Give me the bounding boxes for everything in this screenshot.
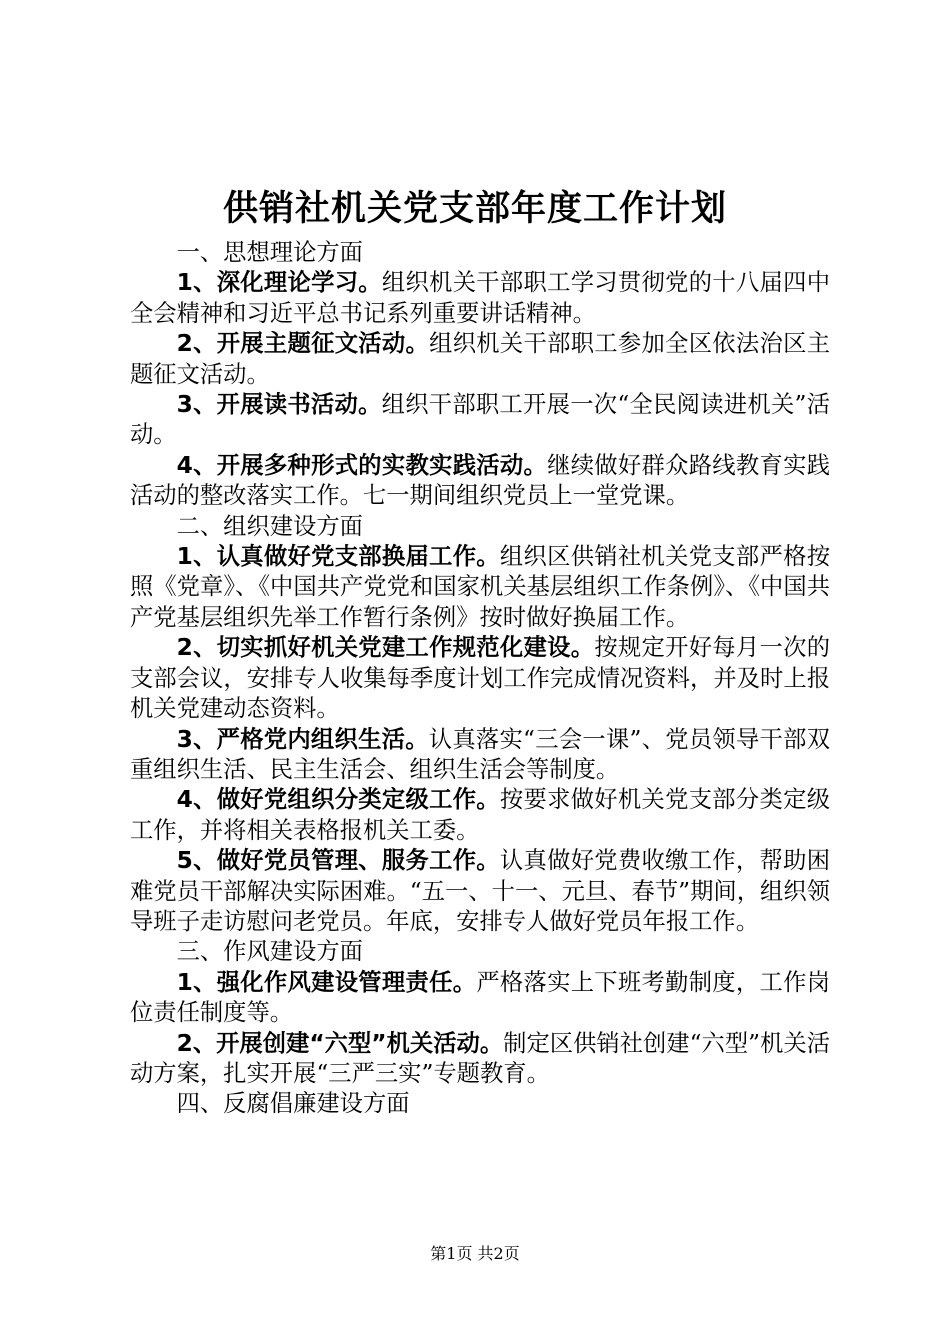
item-lead: 5、做好党员管理、服务工作。	[176, 847, 500, 875]
item-text: 按规定开好每月一次的支部会议，安排专人收集每季度计划工作完成情况资料，并及时上报机关党建动态资料。	[130, 634, 831, 723]
list-item	[130, 451, 830, 512]
section-heading: 三、作风建设方面	[176, 938, 363, 966]
item-text: 认真落实“三会一课”、党员领导干部双重组织生活、民主生活会、组织生活会等制度。	[130, 725, 830, 783]
item-text: 组织机关干部职工学习贯彻党的十八届四中全会精神和习近平总书记系列重要讲话精神。	[130, 269, 830, 327]
item-lead: 1、强化作风建设管理责任。	[176, 968, 477, 996]
item-lead: 4、做好党组织分类定级工作。	[176, 786, 500, 814]
item-text: 组织区供销社机关党支部严格按照《党章》、《中国共产党党和国家机关基层组织工作条例》、《中国共产党基层组织先举工作暂行条例》按时做好换届工作。	[130, 543, 830, 631]
item-text: 严格落实上下班考勤制度，工作岗位责任制度等。	[130, 968, 831, 1027]
section-heading: 四、反腐倡廉建设方面	[176, 1090, 410, 1118]
item-lead: 3、严格党内组织生活。	[176, 725, 429, 753]
page-number-footer: 第1页 共2页	[430, 1244, 520, 1263]
list-item	[130, 633, 830, 724]
item-lead: 2、开展主题征文活动。	[176, 330, 430, 358]
document-body	[130, 238, 830, 1120]
list-item	[130, 785, 830, 846]
list-item	[130, 542, 830, 633]
item-text: 组织机关干部职工参加全区依法治区主题征文活动。	[130, 330, 830, 388]
item-text: 组织干部职工开展一次“全民阅读进机关”活动。	[130, 391, 830, 449]
list-item	[130, 968, 830, 1029]
list-item	[130, 329, 830, 390]
item-text: 认真做好党费收缴工作，帮助困难党员干部解决实际困难。“五一、十一、元旦、春节”期间，组织领导班子走访慰问老党员。年底，安排专人做好党员年报工作。	[130, 847, 830, 935]
list-item	[130, 846, 830, 937]
item-lead: 3、开展读书活动。	[176, 391, 382, 419]
item-text: 继续做好群众路线教育实践活动的整改落实工作。七一期间组织党员上一堂党课。	[130, 451, 831, 510]
section-heading: 二、组织建设方面	[176, 512, 363, 540]
list-item	[130, 1029, 830, 1090]
item-lead: 2、开展创建“六型”机关活动。	[176, 1029, 504, 1057]
section-heading: 一、思想理论方面	[176, 239, 363, 266]
item-text: 制定区供销社创建“六型”机关活动方案，扎实开展“三严三实”专题教育。	[130, 1029, 830, 1087]
list-item	[130, 268, 830, 329]
item-lead: 2、切实抓好机关党建工作规范化建设。	[176, 634, 595, 662]
item-lead: 1、认真做好党支部换届工作。	[176, 543, 500, 571]
item-lead: 1、深化理论学习。	[176, 269, 382, 297]
item-text: 按要求做好机关党支部分类定级工作，并将相关表格报机关工委。	[130, 786, 830, 844]
list-item	[130, 725, 830, 786]
list-item	[130, 390, 830, 451]
item-lead: 4、开展多种形式的实教实践活动。	[176, 451, 548, 479]
document-title: 供销社机关党支部年度工作计划	[222, 189, 727, 229]
